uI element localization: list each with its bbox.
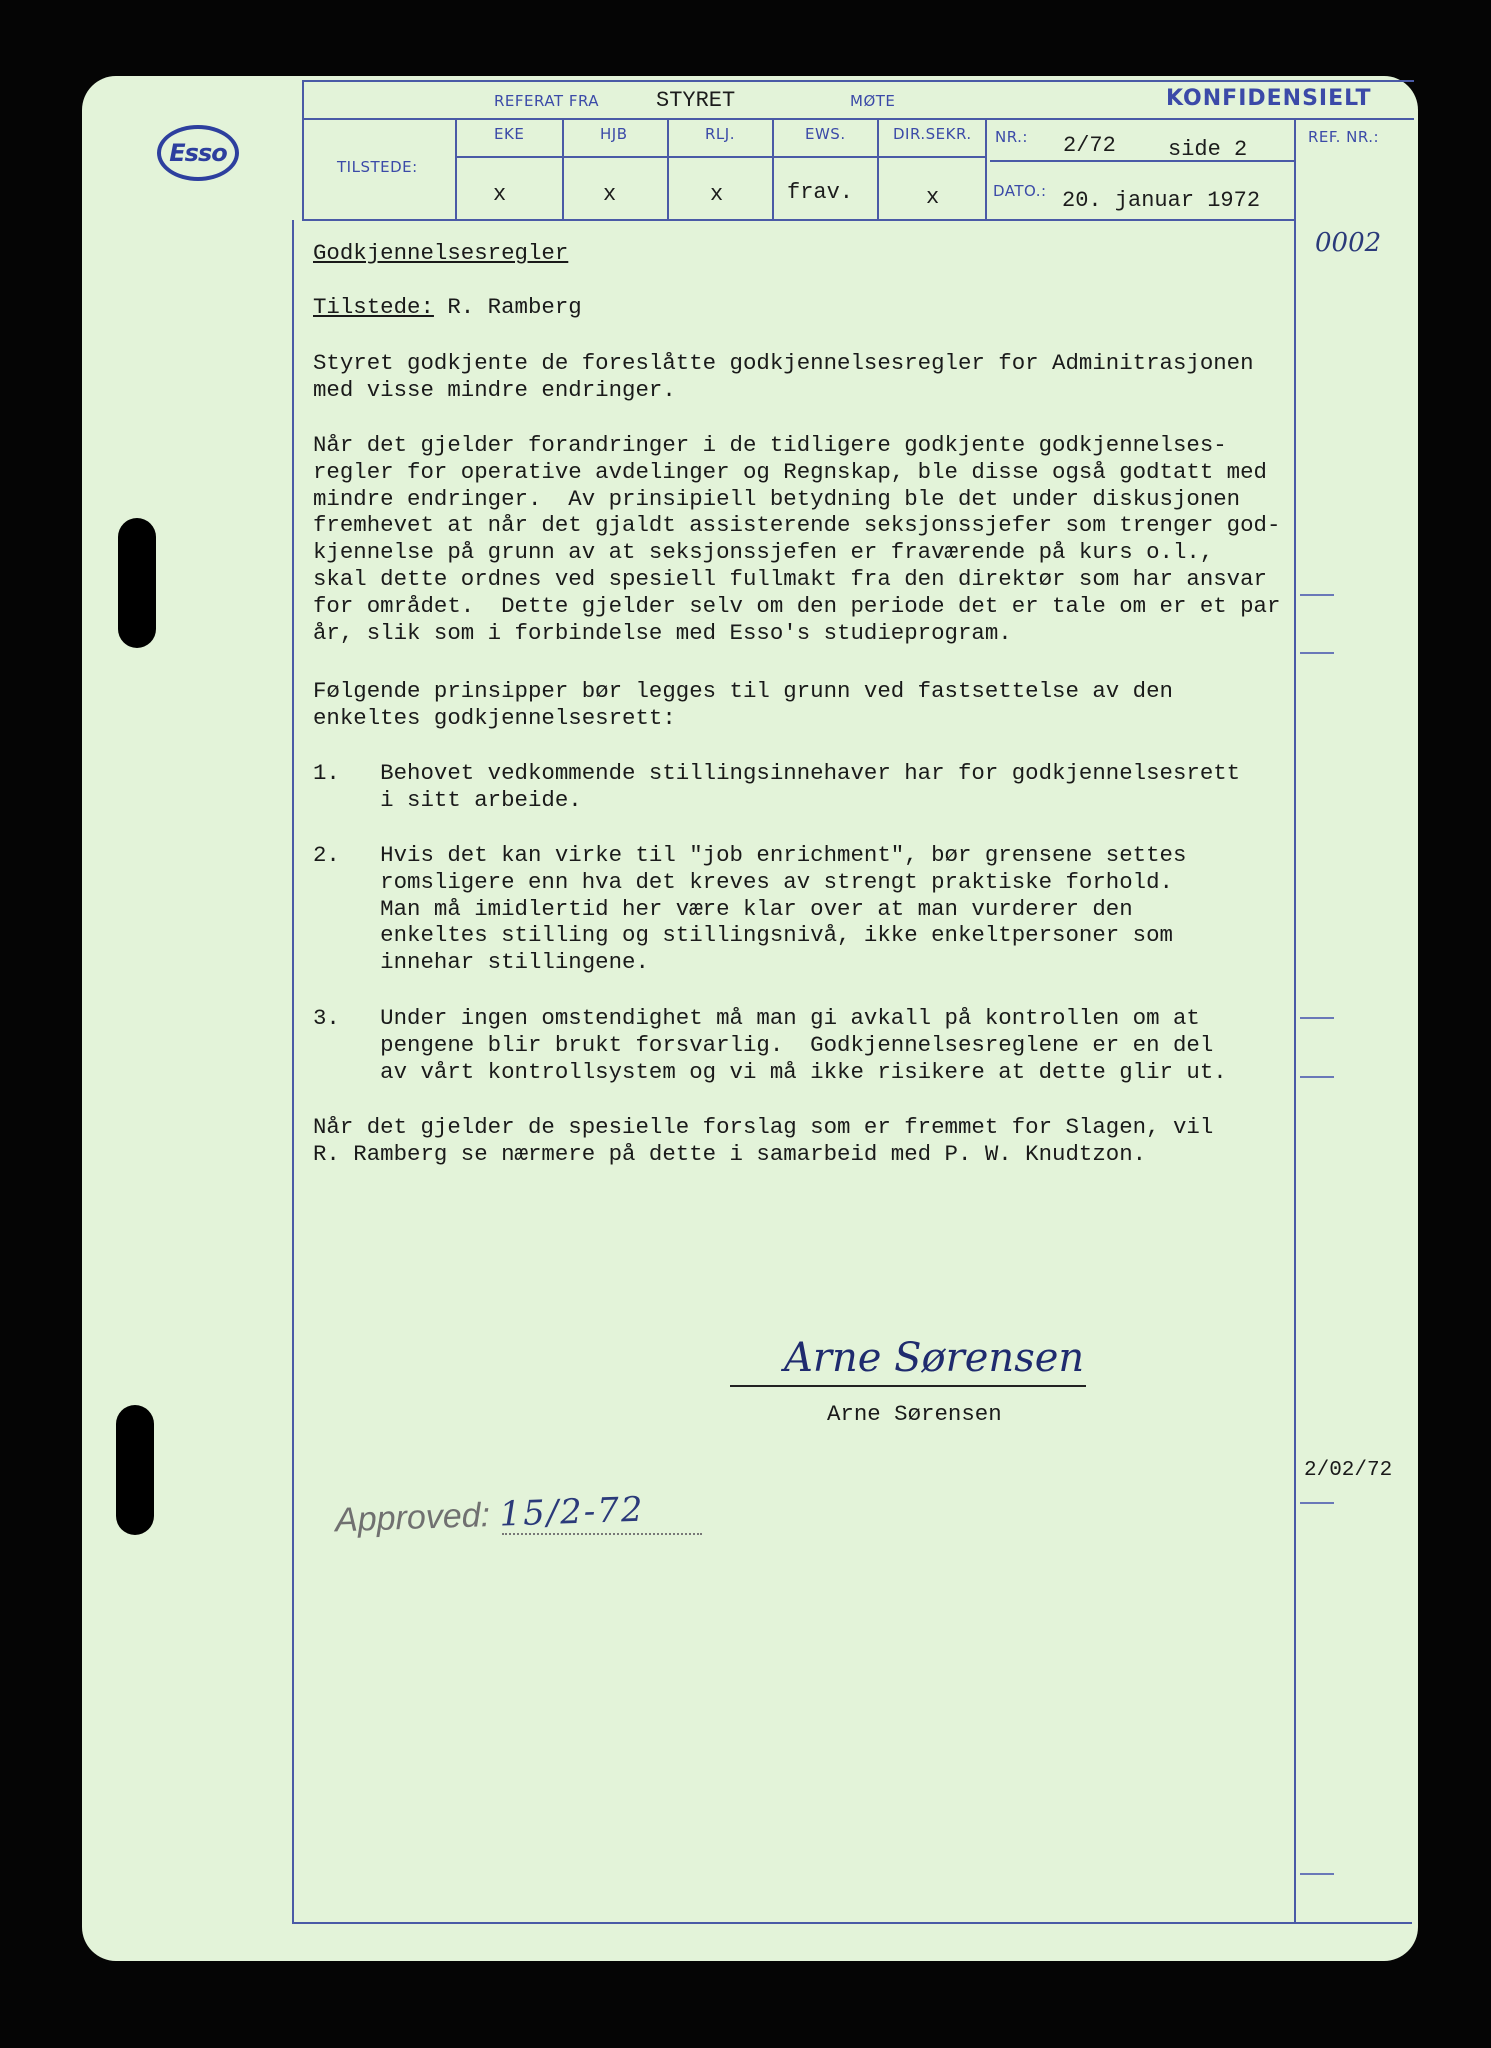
dato-value: 20. januar 1972 [1062,188,1261,213]
paragraph-1: Styret godkjente de foreslåtte godkjennelsesregler for Adminitrasjonen med visse mindre endringer. [313,350,1254,403]
margin-note: 0002 [1315,228,1382,258]
ref-nr-label: REF. NR.: [1308,128,1380,146]
margin-dash [1300,1873,1334,1875]
margin-dash [1300,1017,1334,1019]
col-rlj: RLJ. [705,125,735,143]
mark-dirsekr: x [926,185,940,210]
referat-value: STYRET [656,88,736,113]
header-bottom [302,219,1294,221]
col-sep [772,118,774,220]
col-sep [877,118,879,220]
nr-value: 2/72 [1063,133,1116,158]
referat-label: REFERAT FRA [494,92,600,110]
signature-name: Arne Sørensen [827,1401,1002,1427]
list-item-1: 1. Behovet vedkommende stillingsinnehaver har for godkjennelsesrett i sitt arbeide. [313,760,1241,813]
col-sep [562,118,564,220]
col-eke: EKE [494,125,525,143]
mark-rlj: x [710,182,724,207]
list-item-3: 3. Under ingen omstendighet må man gi avkall på kontrollen om at pengene blir brukt forsvarlig. Godkjennelsesreglene er en del av vårt kontrollsystem og vi må ikke risikere at dette glir ut. [313,1005,1227,1085]
col-ews: EWS. [805,125,846,143]
approved-label: Approved: [334,1496,491,1540]
col-sep [985,118,987,220]
col-dirsekr: DIR.SEKR. [893,125,972,143]
col-sep [455,118,457,220]
frame-top [302,80,1414,82]
tilstede-label: Tilstede: [313,294,434,320]
section-title: Godkjennelsesregler [313,240,569,266]
nr-label: NR.: [995,128,1028,146]
signature-line [730,1385,1086,1387]
list-item-2: 2. Hvis det kan virke til "job enrichment", bør grensene settes romsligere enn hva det kreves av strengt praktiske forhold. Man må imidlertid her være klar over at man vurderer den enkeltes stilling og stillingsnivå, ikke enkeltpersoner som innehar stillingene. [313,842,1187,976]
mote-label: MØTE [850,92,896,110]
esso-logo: Esso [157,125,239,181]
paragraph-4: Når det gjelder de spesielle forslag som er fremmet for Slagen, vil R. Ramberg se nærmere på dette i samarbeid med P. W. Knudtzon. [313,1114,1214,1167]
approved-dotted-line [502,1533,702,1535]
frame-left-body [292,220,294,1922]
punch-hole-bottom [116,1405,154,1535]
tilstede-line [313,294,582,321]
date-note: 2/02/72 [1304,1459,1393,1482]
header-divider [302,118,1414,120]
frame-bottom [292,1922,1412,1924]
header-mid [990,160,1294,162]
col-sep [667,118,669,220]
frame-left [302,80,304,220]
approved-date: 15/2-72 [498,1489,646,1535]
punch-hole-top [118,518,156,648]
mark-eke: x [493,182,507,207]
col-header-line [455,156,985,158]
margin-dash [1300,1502,1334,1504]
frame-right [1294,120,1296,1922]
dato-label: DATO.: [993,182,1047,200]
signature-script: Arne Sørensen [784,1335,1085,1381]
col-hjb: HJB [600,125,628,143]
tilstede-header-label: TILSTEDE: [337,158,418,176]
side-value: side 2 [1168,137,1248,162]
mark-ews: frav. [787,180,854,205]
margin-dash [1300,594,1334,596]
margin-dash [1300,652,1334,654]
margin-dash [1300,1076,1334,1078]
confidential-label: KONFIDENSIELT [1166,86,1372,111]
paragraph-2: Når det gjelder forandringer i de tidligere godkjente godkjennelses- regler for operative avdelinger og Regnskap, ble disse også godtatt med mindre endringer. Av prinsipiell betydning ble det under diskusjonen fremhevet at når det gjaldt assisterende seksjonssjefer som trenger god- kjennelse på grunn av at seksjonssjefen er fraværende på kurs o.l., skal dette ordnes ved spesiell fullmakt fra den direktør som har ansvar for området. Dette gjelder selv om den periode det er tale om er et par år, slik som i forbindelse med Esso's studieprogram. [313,432,1281,646]
tilstede-value: R. Ramberg [433,294,582,320]
mark-hjb: x [603,182,617,207]
paragraph-3: Følgende prinsipper bør legges til grunn ved fastsettelse av den enkeltes godkjennelsesrett: [313,678,1173,731]
